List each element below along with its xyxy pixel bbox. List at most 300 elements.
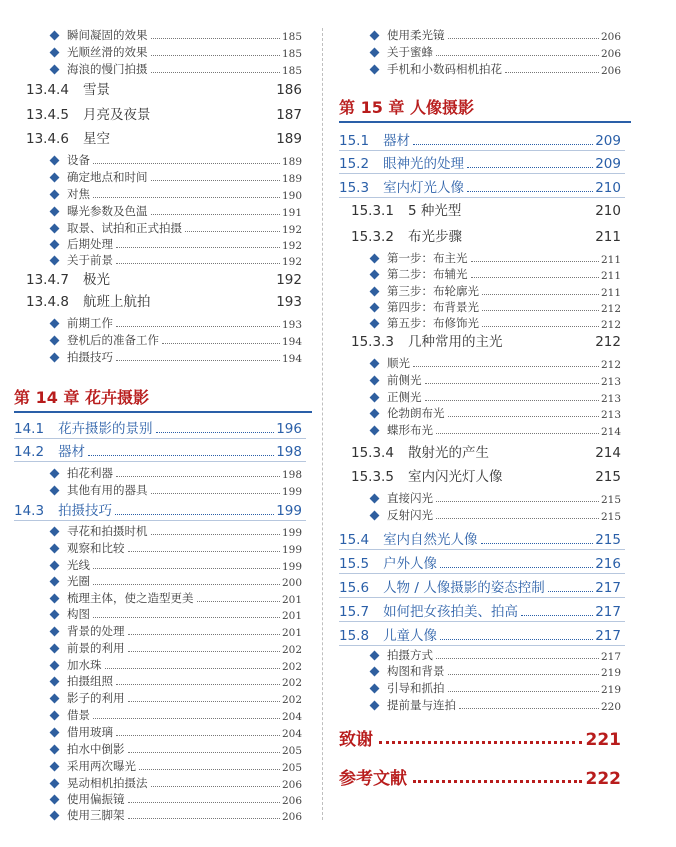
entry-title: 拍摄技巧 xyxy=(58,503,113,519)
entry-title: 户外人像 xyxy=(383,556,438,572)
section-number: 15.6 xyxy=(339,580,370,596)
entry-title: 室内闪光灯人像 xyxy=(407,469,503,485)
toc-entry-item[interactable] xyxy=(48,482,302,498)
toc-entry-subsection[interactable] xyxy=(26,80,302,98)
entry-title: 雪景 xyxy=(82,82,110,98)
entry-title: 提前量与连拍 xyxy=(387,698,456,712)
toc-entry-subsection[interactable] xyxy=(351,227,621,245)
toc-entry-subsection[interactable] xyxy=(351,332,621,350)
bullet-diamond-icon xyxy=(50,627,60,637)
toc-entry-item[interactable] xyxy=(48,573,302,589)
toc-entry-section[interactable] xyxy=(339,601,621,620)
entry-title: 关于前景 xyxy=(67,253,113,267)
dot-leader xyxy=(128,634,280,635)
page-number: 210 xyxy=(595,180,621,196)
page-number: 209 xyxy=(595,133,621,149)
entry-title: 光线 xyxy=(67,558,90,572)
entry-title: 航班上航拍 xyxy=(82,294,151,310)
section-underline xyxy=(339,197,625,198)
toc-entry-subsection[interactable] xyxy=(351,201,621,219)
dot-leader xyxy=(467,167,593,168)
page-number: 190 xyxy=(281,190,302,202)
dot-leader xyxy=(482,310,599,311)
bullet-diamond-icon xyxy=(50,694,60,704)
page-number: 216 xyxy=(595,556,621,572)
dot-leader xyxy=(481,543,594,544)
page-number: 199 xyxy=(281,561,302,573)
bullet-diamond-icon xyxy=(50,336,60,346)
bullet-diamond-icon xyxy=(370,494,380,504)
bullet-diamond-icon xyxy=(50,256,60,266)
toc-entry-subsection[interactable] xyxy=(26,292,302,310)
dot-leader xyxy=(413,144,593,145)
toc-entry-item[interactable] xyxy=(48,673,302,689)
toc-entry-item[interactable] xyxy=(368,315,621,331)
page-number: 209 xyxy=(595,156,621,172)
entry-title: 拍花利器 xyxy=(67,466,113,480)
toc-entry-item[interactable] xyxy=(48,27,302,43)
dot-leader xyxy=(93,718,280,719)
section-number: 15.3 xyxy=(339,180,370,196)
entry-title: 室内灯光人像 xyxy=(383,180,465,196)
toc-entry-item[interactable] xyxy=(368,27,621,43)
dot-leader xyxy=(436,518,599,519)
toc-entry-item[interactable] xyxy=(368,355,621,371)
page-number: 205 xyxy=(281,762,302,774)
dot-leader xyxy=(151,786,280,787)
bullet-diamond-icon xyxy=(50,31,60,41)
dot-leader xyxy=(116,326,280,327)
page-number: 206 xyxy=(281,779,302,791)
entry-title: 前期工作 xyxy=(67,316,113,330)
toc-entry-item[interactable] xyxy=(48,186,302,202)
entry-title: 第五步：布修饰光 xyxy=(387,316,479,330)
entry-title: 海浪的慢门拍摄 xyxy=(67,62,148,76)
toc-entry-item[interactable] xyxy=(48,252,302,268)
page-number: 206 xyxy=(281,795,302,807)
toc-entry-item[interactable] xyxy=(48,220,302,236)
bullet-diamond-icon xyxy=(50,190,60,200)
page-number: 204 xyxy=(281,711,302,723)
toc-entry-item[interactable] xyxy=(48,807,302,823)
dot-leader xyxy=(151,180,280,181)
bullet-diamond-icon xyxy=(370,651,380,661)
entry-title: 参考文献 xyxy=(339,769,407,789)
dot-leader xyxy=(505,72,599,73)
page-number: 220 xyxy=(600,701,621,713)
entry-title: 观察和比较 xyxy=(67,541,125,555)
entry-title: 第三步：布轮廓光 xyxy=(387,284,479,298)
toc-entry-item[interactable] xyxy=(48,152,302,168)
chapter-rule xyxy=(339,121,631,123)
page-number: 199 xyxy=(281,527,302,539)
dot-leader xyxy=(440,567,593,568)
toc-entry-item[interactable] xyxy=(48,523,302,539)
toc-entry-item[interactable] xyxy=(48,707,302,723)
toc-entry-subsection[interactable] xyxy=(351,443,621,461)
toc-entry-backmatter[interactable] xyxy=(339,765,621,789)
bullet-diamond-icon xyxy=(370,409,380,419)
dot-leader xyxy=(93,163,280,164)
dot-leader xyxy=(116,735,280,736)
toc-entry-item[interactable] xyxy=(48,690,302,706)
dot-leader xyxy=(425,400,599,401)
dot-leader xyxy=(151,72,280,73)
dot-leader xyxy=(162,343,280,344)
page-number: 213 xyxy=(600,409,621,421)
section-underline xyxy=(339,645,625,646)
dot-leader xyxy=(139,769,280,770)
toc-entry-backmatter[interactable] xyxy=(339,726,621,750)
page-number: 202 xyxy=(281,677,302,689)
section-number: 15.5 xyxy=(339,556,370,572)
toc-entry-item[interactable] xyxy=(48,640,302,656)
dot-leader xyxy=(93,197,280,198)
page-number: 211 xyxy=(595,229,621,245)
dot-leader xyxy=(436,501,599,502)
entry-title: 梳理主体，使之造型更美 xyxy=(67,591,194,605)
section-number: 14.2 xyxy=(14,444,45,460)
dot-leader xyxy=(413,780,582,783)
bullet-diamond-icon xyxy=(50,207,60,217)
section-number: 15.7 xyxy=(339,604,370,620)
toc-entry-item[interactable] xyxy=(48,590,302,606)
entry-title: 拍水中倒影 xyxy=(67,742,125,756)
page-number: 211 xyxy=(600,287,621,299)
toc-entry-item[interactable] xyxy=(368,389,621,405)
page-number: 219 xyxy=(600,667,621,679)
bullet-diamond-icon xyxy=(370,359,380,369)
dot-leader xyxy=(467,191,593,192)
entry-title: 星空 xyxy=(82,131,110,147)
toc-entry-item[interactable] xyxy=(368,405,621,421)
page-number: 215 xyxy=(595,532,621,548)
toc-entry-section[interactable] xyxy=(339,529,621,548)
page-number: 200 xyxy=(281,577,302,589)
entry-title: 第一步：布主光 xyxy=(387,251,468,265)
page-number: 217 xyxy=(595,580,621,596)
toc-entry-item[interactable] xyxy=(48,657,302,673)
bullet-diamond-icon xyxy=(370,48,380,58)
entry-title: 第二步：布辅光 xyxy=(387,267,468,281)
bullet-diamond-icon xyxy=(370,31,380,41)
bullet-diamond-icon xyxy=(50,486,60,496)
bullet-diamond-icon xyxy=(50,779,60,789)
page-number: 192 xyxy=(281,256,302,268)
toc-entry-item[interactable] xyxy=(48,349,302,365)
bullet-diamond-icon xyxy=(50,173,60,183)
entry-title: 设备 xyxy=(67,153,90,167)
dot-leader xyxy=(128,802,280,803)
toc-entry-item[interactable] xyxy=(48,623,302,639)
section-number: 15.3.4 xyxy=(351,445,394,461)
dot-leader xyxy=(425,383,599,384)
section-number: 14.3 xyxy=(14,503,45,519)
entry-title: 手机和小数码相机拍花 xyxy=(387,62,502,76)
page-number: 215 xyxy=(600,494,621,506)
toc-entry-item[interactable] xyxy=(368,266,621,282)
dot-leader xyxy=(413,366,599,367)
page-number: 196 xyxy=(276,421,302,437)
toc-entry-item[interactable] xyxy=(48,741,302,757)
dot-leader xyxy=(93,617,280,618)
bullet-diamond-icon xyxy=(50,224,60,234)
section-number: 15.1 xyxy=(339,133,370,149)
bullet-diamond-icon xyxy=(50,610,60,620)
entry-title: 加水珠 xyxy=(67,658,102,672)
entry-title: 散射光的产生 xyxy=(407,445,489,461)
toc-entry-section[interactable] xyxy=(339,130,621,149)
dot-leader xyxy=(128,752,280,753)
page-number: 215 xyxy=(595,469,621,485)
toc-entry-subsection[interactable] xyxy=(351,467,621,485)
toc-entry-item[interactable] xyxy=(48,169,302,185)
page-number: 189 xyxy=(281,173,302,185)
bullet-diamond-icon xyxy=(370,426,380,436)
dot-leader xyxy=(436,55,599,56)
bullet-diamond-icon xyxy=(370,393,380,403)
page-number: 205 xyxy=(281,745,302,757)
dot-leader xyxy=(115,514,274,515)
entry-title: 使用三脚架 xyxy=(67,808,125,822)
bullet-diamond-icon xyxy=(50,795,60,805)
dot-leader xyxy=(151,55,280,56)
dot-leader xyxy=(105,668,280,669)
entry-title: 如何把女孩拍美、拍高 xyxy=(383,604,519,620)
entry-title: 顺光 xyxy=(387,356,410,370)
dot-leader xyxy=(197,601,280,602)
entry-title: 对焦 xyxy=(67,187,90,201)
section-number: 15.3.1 xyxy=(351,203,394,219)
section-underline xyxy=(339,173,625,174)
page-number: 202 xyxy=(281,661,302,673)
toc-entry-section[interactable] xyxy=(339,625,621,644)
bullet-diamond-icon xyxy=(50,745,60,755)
toc-entry-item[interactable] xyxy=(48,236,302,252)
entry-title: 构图 xyxy=(67,607,90,621)
toc-entry-section[interactable] xyxy=(14,500,302,519)
page-number: 213 xyxy=(600,376,621,388)
toc-entry-section[interactable] xyxy=(339,177,621,196)
toc-entry-item[interactable] xyxy=(48,791,302,807)
section-underline xyxy=(14,438,306,439)
toc-entry-subsection[interactable] xyxy=(26,270,302,288)
toc-entry-item[interactable] xyxy=(368,250,621,266)
toc-entry-section[interactable] xyxy=(339,553,621,572)
dot-leader xyxy=(93,584,280,585)
toc-entry-item[interactable] xyxy=(368,663,621,679)
toc-entry-item[interactable] xyxy=(48,465,302,481)
toc-entry-item[interactable] xyxy=(368,647,621,663)
bullet-diamond-icon xyxy=(50,353,60,363)
bullet-diamond-icon xyxy=(370,270,380,280)
dot-leader xyxy=(128,818,280,819)
page-number: 201 xyxy=(281,627,302,639)
page-number: 198 xyxy=(281,469,302,481)
page-number: 202 xyxy=(281,644,302,656)
dot-leader xyxy=(436,433,599,434)
toc-entry-item[interactable] xyxy=(48,758,302,774)
page-number: 206 xyxy=(600,31,621,43)
entry-title: 拍摄组照 xyxy=(67,674,113,688)
page-number: 199 xyxy=(276,503,302,519)
dot-leader xyxy=(151,534,280,535)
column-divider xyxy=(322,28,323,820)
page-number: 199 xyxy=(281,544,302,556)
page-number: 210 xyxy=(595,203,621,219)
page-number: 206 xyxy=(600,48,621,60)
page-number: 211 xyxy=(600,254,621,266)
toc-entry-item[interactable] xyxy=(48,203,302,219)
page-number: 204 xyxy=(281,728,302,740)
section-underline xyxy=(339,549,625,550)
toc-entry-item[interactable] xyxy=(368,44,621,60)
toc-entry-section[interactable] xyxy=(14,441,302,460)
entry-title: 反射闪光 xyxy=(387,508,433,522)
bullet-diamond-icon xyxy=(50,156,60,166)
bullet-diamond-icon xyxy=(50,594,60,604)
dot-leader xyxy=(128,551,280,552)
page-number: 187 xyxy=(276,107,302,123)
entry-title: 第四步：布背景光 xyxy=(387,300,479,314)
page-number: 194 xyxy=(281,336,302,348)
page-number: 215 xyxy=(600,511,621,523)
toc-entry-subsection[interactable] xyxy=(26,129,302,147)
section-number: 13.4.5 xyxy=(26,107,69,123)
entry-title: 伦勃朗布光 xyxy=(387,406,445,420)
section-underline xyxy=(339,150,625,151)
bullet-diamond-icon xyxy=(50,728,60,738)
entry-title: 后期处理 xyxy=(67,237,113,251)
dot-leader xyxy=(88,455,274,456)
bullet-diamond-icon xyxy=(50,762,60,772)
toc-entry-item[interactable] xyxy=(368,490,621,506)
toc-entry-item[interactable] xyxy=(368,61,621,77)
entry-title: 使用偏振镜 xyxy=(67,792,125,806)
section-underline xyxy=(339,573,625,574)
entry-title: 儿童人像 xyxy=(383,628,438,644)
page-number: 221 xyxy=(585,730,621,750)
page-number: 211 xyxy=(600,270,621,282)
section-number: 14.1 xyxy=(14,421,45,437)
page-number: 206 xyxy=(281,811,302,823)
section-underline xyxy=(339,597,625,598)
entry-title: 借景 xyxy=(67,708,90,722)
toc-entry-subsection[interactable] xyxy=(26,105,302,123)
dot-leader xyxy=(151,38,280,39)
entry-title: 确定地点和时间 xyxy=(67,170,148,184)
dot-leader xyxy=(128,701,280,702)
page-number: 217 xyxy=(600,651,621,663)
chapter-rule xyxy=(14,411,312,413)
page-number: 186 xyxy=(276,82,302,98)
page-number: 214 xyxy=(595,445,621,461)
toc-entry-item[interactable] xyxy=(48,606,302,622)
section-underline xyxy=(339,621,625,622)
bullet-diamond-icon xyxy=(370,319,380,329)
toc-entry-item[interactable] xyxy=(368,507,621,523)
bullet-diamond-icon xyxy=(50,527,60,537)
section-number: 15.2 xyxy=(339,156,370,172)
entry-title: 瞬间凝固的效果 xyxy=(67,28,148,42)
page-number: 217 xyxy=(595,604,621,620)
section-number: 15.3.5 xyxy=(351,469,394,485)
entry-title: 拍摄方式 xyxy=(387,648,433,662)
bullet-diamond-icon xyxy=(50,711,60,721)
toc-entry-item[interactable] xyxy=(368,680,621,696)
entry-title: 器材 xyxy=(383,133,411,149)
toc-entry-item[interactable] xyxy=(48,315,302,331)
toc-entry-item[interactable] xyxy=(48,775,302,791)
bullet-diamond-icon xyxy=(50,811,60,821)
page-number: 212 xyxy=(600,319,621,331)
dot-leader xyxy=(482,326,599,327)
dot-leader xyxy=(151,214,280,215)
dot-leader xyxy=(471,261,599,262)
toc-entry-item[interactable] xyxy=(48,540,302,556)
dot-leader xyxy=(379,741,582,744)
entry-title: 月亮及夜景 xyxy=(82,107,151,123)
dot-leader xyxy=(116,247,280,248)
toc-entry-item[interactable] xyxy=(48,44,302,60)
dot-leader xyxy=(93,568,280,569)
page-number: 185 xyxy=(281,31,302,43)
section-number: 15.4 xyxy=(339,532,370,548)
page-number: 213 xyxy=(600,393,621,405)
page-number: 206 xyxy=(600,65,621,77)
toc-entry-item[interactable] xyxy=(48,332,302,348)
bullet-diamond-icon xyxy=(370,667,380,677)
entry-title: 使用柔光镜 xyxy=(387,28,445,42)
page-number: 199 xyxy=(281,486,302,498)
page-number: 217 xyxy=(595,628,621,644)
toc-entry-item[interactable] xyxy=(48,61,302,77)
dot-leader xyxy=(185,231,280,232)
bullet-diamond-icon xyxy=(50,544,60,554)
entry-title: 光顺丝滑的效果 xyxy=(67,45,148,59)
entry-title: 人物 / 人像摄影的姿态控制 xyxy=(383,580,545,596)
toc-entry-item[interactable] xyxy=(368,372,621,388)
toc-entry-item[interactable] xyxy=(48,724,302,740)
section-underline xyxy=(14,461,306,462)
entry-title: 曝光参数及色温 xyxy=(67,204,148,218)
toc-entry-item[interactable] xyxy=(368,422,621,438)
dot-leader xyxy=(471,277,599,278)
section-underline xyxy=(14,520,306,521)
toc-entry-item[interactable] xyxy=(368,697,621,713)
entry-title: 构图和背景 xyxy=(387,664,445,678)
dot-leader xyxy=(459,708,599,709)
toc-entry-section[interactable] xyxy=(14,418,302,437)
dot-leader xyxy=(436,658,599,659)
bullet-diamond-icon xyxy=(50,240,60,250)
bullet-diamond-icon xyxy=(370,684,380,694)
toc-entry-section[interactable] xyxy=(339,153,621,172)
dot-leader xyxy=(440,639,593,640)
entry-title: 直接闪光 xyxy=(387,491,433,505)
bullet-diamond-icon xyxy=(50,661,60,671)
toc-entry-item[interactable] xyxy=(368,283,621,299)
section-number: 13.4.6 xyxy=(26,131,69,147)
entry-title: 前侧光 xyxy=(387,373,422,387)
page-number: 212 xyxy=(600,359,621,371)
toc-entry-item[interactable] xyxy=(368,299,621,315)
toc-entry-item[interactable] xyxy=(48,557,302,573)
toc-entry-section[interactable] xyxy=(339,577,621,596)
entry-title: 器材 xyxy=(58,444,86,460)
entry-title: 寻花和拍摄时机 xyxy=(67,524,148,538)
entry-title: 拍摄技巧 xyxy=(67,350,113,364)
